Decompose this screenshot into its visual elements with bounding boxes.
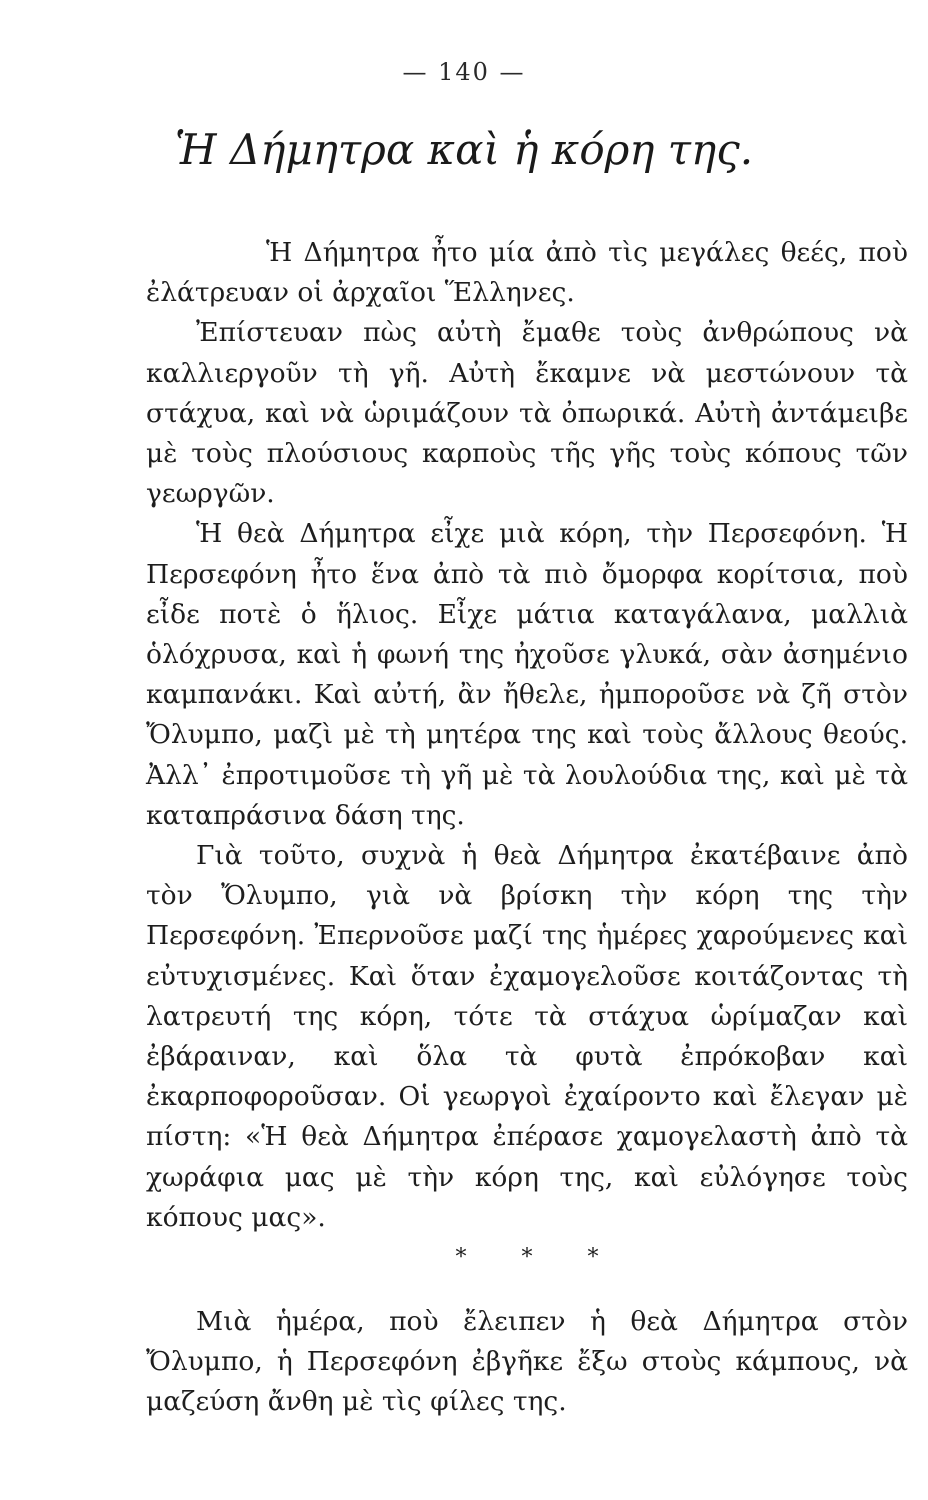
body-text — [146, 233, 908, 1423]
paragraph-4: Γιὰ τοῦτο, συχνὰ ἡ θεὰ Δήμητρα ἐκατέβαινε ἀπὸ τὸν Ὄλυμπο, γιὰ νὰ βρίσκη τὴν κόρη της τὴν Περσεφόνη. Ἐπερνοῦσε μαζί της ἡμέρες χαρούμενες καὶ εὐτυχισμένες. Καὶ ὅταν ἐχαμογελοῦσε κοιτάζοντας τὴ λατρευτή της κόρη, τότε τὰ στάχυα ὡρίμαζαν καὶ ἐβάραιναν, καὶ ὅλα τὰ φυτὰ ἐπρόκοβαν καὶ ἐκαρποφοροῦσαν. Οἱ γεωργοὶ ἐχαίροντο καὶ ἔλεγαν μὲ πίστη: «Ἡ θεὰ Δήμητρα ἐπέρασε χαμογελαστὴ ἀπὸ τὰ χωράφια μας μὲ τὴν κόρη της, καὶ εὐλόγησε τοὺς κόπους μας». — [146, 840, 908, 1233]
paragraph-3: Ἡ θεὰ Δήμητρα εἶχε μιὰ κόρη, τὴν Περσεφόνη. Ἡ Περσεφόνη ἦτο ἕνα ἀπὸ τὰ πιὸ ὄμορφα κορίτσια, ποὺ εἶδε ποτὲ ὁ ἥλιος. Εἶχε μάτια καταγάλανα, μαλλιὰ ὁλόχρυσα, καὶ ἡ φωνή της ἠχοῦσε γλυκά, σὰν ἀσημένιο καμπανάκι. Καὶ αὐτή, ἂν ἤθελε, ἠμποροῦσε νὰ ζῆ στὸν Ὄλυμπο, μαζὶ μὲ τὴ μητέρα της καὶ τοὺς ἄλλους θεούς. Ἀλλ᾽ ἐπροτιμοῦσε τὴ γῆ μὲ τὰ λουλούδια της, καὶ μὲ τὰ καταπράσινα δάση της. — [146, 518, 908, 831]
closing-section — [146, 1302, 908, 1423]
paragraph-1: Ἡ Δήμητρα ἦτο μία ἀπὸ τὶς μεγάλες θεές, ποὺ ἐλάτρευαν οἱ ἀρχαῖοι Ἕλληνες. — [146, 237, 908, 309]
chapter-title: Ἡ Δήμητρα καὶ ἡ κόρη της. — [174, 125, 754, 174]
closing-paragraph: Μιὰ ἡμέρα, ποὺ ἔλειπεν ἡ θεὰ Δήμητρα στὸν Ὄλυμπο, ἡ Περσεφόνη ἐβγῆκε ἔξω στοὺς κάμπους, νὰ μαζεύση ἄνθη μὲ τὶς φίλες της. — [146, 1306, 908, 1418]
page-number: — 140 — — [402, 58, 526, 86]
paragraph-2: Ἐπίστευαν πὼς αὐτὴ ἔμαθε τοὺς ἀνθρώπους νὰ καλλιεργοῦν τὴ γῆ. Αὐτὴ ἔκαμνε νὰ μεστώνουν τὰ στάχυα, καὶ νὰ ὡριμάζουν τὰ ὀπωρικά. Αὐτὴ ἀντάμειβε μὲ τοὺς πλούσιους καρποὺς τῆς γῆς τοὺς κόπους τῶν γεωργῶν. — [146, 317, 908, 510]
section-separator: * * * — [455, 1245, 623, 1271]
